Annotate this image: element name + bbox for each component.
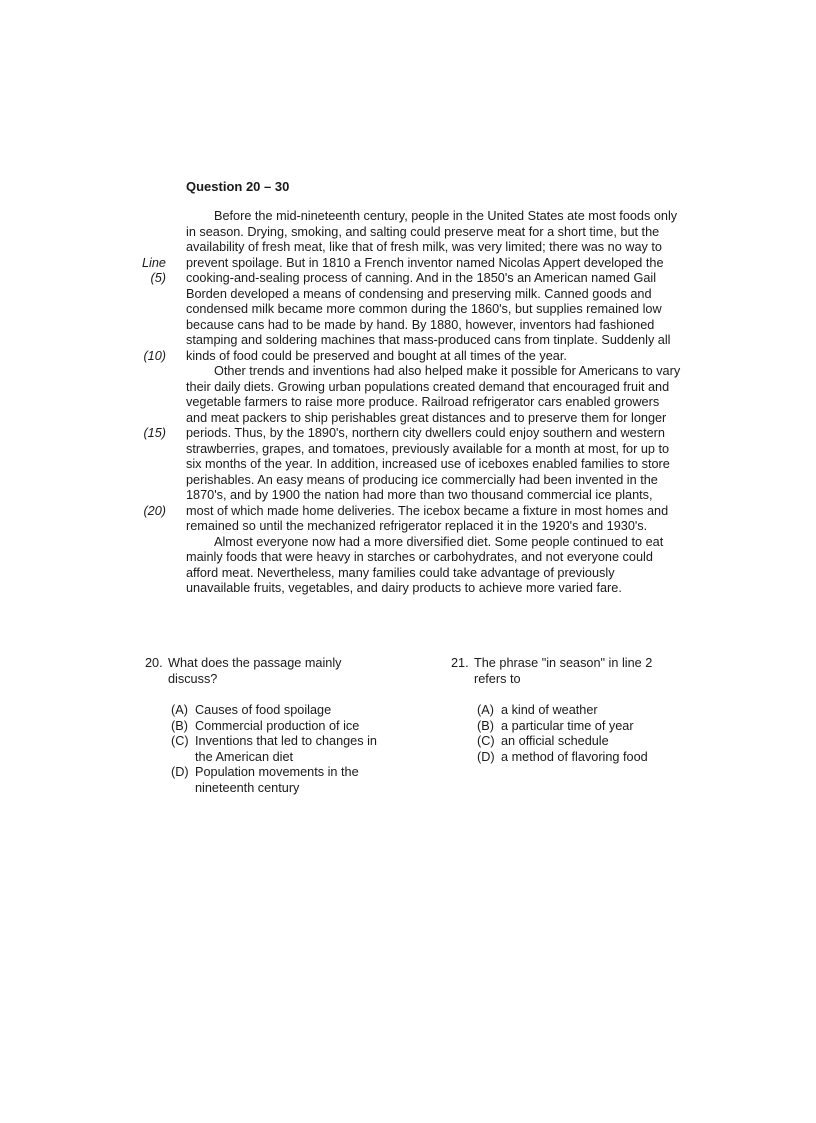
passage-text: 1870's, and by 1900 the nation had more than two thousand commercial ice plants, <box>186 488 653 502</box>
passage-text: their daily diets. Growing urban populations created demand that encouraged fruit and <box>186 379 670 394</box>
answer-choices <box>145 703 405 796</box>
passage-text: Before the mid-nineteenth century, people in the United States ate most foods only <box>214 209 678 223</box>
passage-text: and meat packers to ship perishables great distances and to preserve them for longer <box>186 410 667 425</box>
line-number: (20) <box>143 503 166 518</box>
question-number: 21. <box>451 656 469 670</box>
passage-line <box>0 380 816 396</box>
passage-line <box>0 473 816 489</box>
question-20 <box>145 656 405 796</box>
answer-choice-b[interactable] <box>451 719 691 735</box>
passage-line <box>0 349 816 365</box>
line-number: (15) <box>143 426 166 440</box>
question-number: 20. <box>145 656 163 670</box>
answer-choice-a[interactable] <box>451 703 691 719</box>
choice-text: the American diet <box>195 749 294 764</box>
choice-text: an official schedule <box>501 734 609 748</box>
choice-letter: (B) <box>171 718 188 733</box>
passage-text: remained so until the mechanized refrigerator replaced it in the 1920's and 1930's. <box>186 519 648 533</box>
passage-line <box>0 256 816 272</box>
passage-text: Almost everyone now had a more diversified diet. Some people continued to eat <box>214 534 664 549</box>
answer-choices <box>451 703 691 765</box>
choice-letter: (A) <box>477 703 494 717</box>
answer-choice-d[interactable] <box>145 765 405 796</box>
passage-text: kinds of food could be preserved and bought at all times of the year. <box>186 348 567 363</box>
passage-text: availability of fresh meat, like that of fresh milk, was very limited; there was no way to <box>186 240 662 254</box>
choice-letter: (D) <box>477 749 495 764</box>
question-text: discuss? <box>168 671 218 686</box>
choice-letter: (C) <box>477 734 495 748</box>
passage-text: strawberries, grapes, and tomatoes, previously available for a month at most, for up to <box>186 441 670 456</box>
question-text: The phrase "in season" in line 2 <box>474 656 653 670</box>
question-text: refers to <box>474 671 521 686</box>
passage-text: condensed milk became more common during the 1860's, but supplies remained low <box>186 302 662 316</box>
passage-line <box>0 302 816 318</box>
passage-line <box>0 411 816 427</box>
question-stem <box>451 656 691 687</box>
passage-text: afford meat. Nevertheless, many families could take advantage of previously <box>186 565 615 580</box>
passage-text: cooking-and-sealing process of canning. And in the 1850's an American named Gail <box>186 271 657 285</box>
passage-line <box>0 566 816 582</box>
passage-line <box>0 550 816 566</box>
passage-text: unavailable fruits, vegetables, and dairy products to achieve more varied fare. <box>186 581 622 595</box>
passage-text: most of which made home deliveries. The icebox became a fixture in most homes and <box>186 503 669 518</box>
passage-line <box>0 504 816 520</box>
passage-line <box>0 333 816 349</box>
question-text: What does the passage mainly <box>168 656 342 670</box>
passage-line <box>0 519 816 535</box>
choice-text: a kind of weather <box>501 703 598 717</box>
choice-text: Causes of food spoilage <box>195 703 332 717</box>
choice-text: Population movements in the <box>195 765 359 779</box>
passage-text: Borden developed a means of condensing and preserving milk. Canned goods and <box>186 286 652 301</box>
passage-line <box>0 581 816 597</box>
question-stem <box>145 656 405 687</box>
choice-letter: (C) <box>171 734 189 748</box>
reading-passage <box>0 209 816 597</box>
passage-line <box>0 488 816 504</box>
passage-text: stamping and soldering machines that mass-produced cans from tinplate. Suddenly all <box>186 333 671 347</box>
answer-choice-d[interactable] <box>451 750 691 766</box>
passage-line <box>0 225 816 241</box>
choice-text: a method of flavoring food <box>501 749 648 764</box>
passage-text: perishables. An easy means of producing ice commercially had been invented in the <box>186 472 658 487</box>
passage-text: six months of the year. In addition, increased use of iceboxes enabled families to store <box>186 457 670 471</box>
passage-text: in season. Drying, smoking, and salting could preserve meat for a short time, but the <box>186 224 660 239</box>
line-number: Line <box>142 255 166 270</box>
line-number: (5) <box>150 271 166 285</box>
passage-text: because cans had to be made by hand. By 1880, however, inventors had fashioned <box>186 317 655 332</box>
passage-line <box>0 271 816 287</box>
passage-text: prevent spoilage. But in 1810 a French inventor named Nicolas Appert developed the <box>186 255 664 270</box>
passage-line <box>0 457 816 473</box>
choice-text: Inventions that led to changes in <box>195 734 377 748</box>
answer-choice-b[interactable] <box>145 719 405 735</box>
choice-letter: (B) <box>477 718 494 733</box>
choice-text: a particular time of year <box>501 718 634 733</box>
line-number: (10) <box>143 348 166 363</box>
passage-line <box>0 426 816 442</box>
passage-line <box>0 209 816 225</box>
question-21 <box>451 656 691 765</box>
passage-line <box>0 287 816 303</box>
answer-choice-c[interactable] <box>145 734 405 765</box>
choice-letter: (D) <box>171 765 189 779</box>
passage-line <box>0 240 816 256</box>
passage-text: periods. Thus, by the 1890's, northern city dwellers could enjoy southern and western <box>186 426 665 440</box>
choice-text: Commercial production of ice <box>195 718 360 733</box>
passage-line <box>0 442 816 458</box>
passage-line <box>0 318 816 334</box>
answer-choice-a[interactable] <box>145 703 405 719</box>
answer-choice-c[interactable] <box>451 734 691 750</box>
section-heading: Question 20 – 30 <box>186 179 290 194</box>
passage-line <box>0 364 816 380</box>
choice-text: nineteenth century <box>195 780 300 795</box>
passage-line <box>0 535 816 551</box>
passage-text: vegetable farmers to raise more produce. Railroad refrigerator cars enabled growers <box>186 395 660 409</box>
passage-text: mainly foods that were heavy in starches or carbohydrates, and not everyone could <box>186 550 653 564</box>
passage-text: Other trends and inventions had also helped make it possible for Americans to vary <box>214 364 681 378</box>
passage-line <box>0 395 816 411</box>
choice-letter: (A) <box>171 703 188 717</box>
